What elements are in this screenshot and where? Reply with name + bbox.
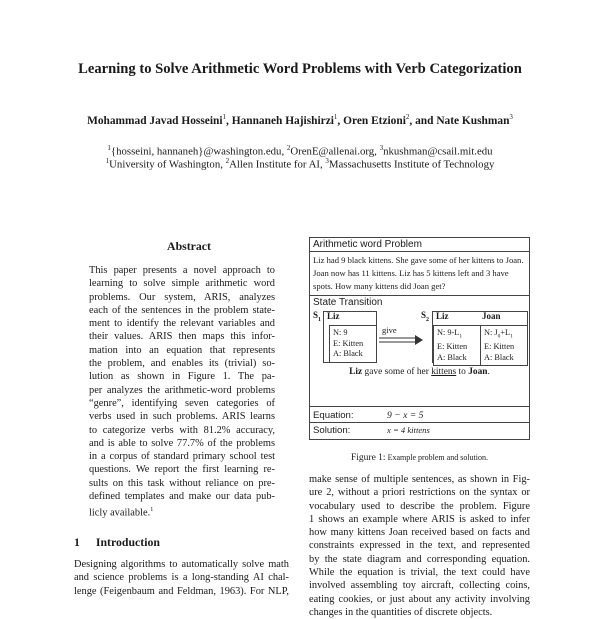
entity-joan: Joan bbox=[482, 311, 501, 321]
text-line: how many kittens Joan received based on facts and bbox=[309, 527, 530, 539]
paper-title: Learning to Solve Arithmetic Word Problems with Verb Categorization bbox=[78, 61, 522, 77]
state-sentence: Liz gave some of her kittens to Joan. bbox=[349, 367, 490, 377]
author-name: Mohammad Javad Hosseini bbox=[87, 114, 223, 127]
text-line: eating cookies, or just about any activity involving bbox=[309, 593, 530, 605]
state-s2-label: $S_2$ bbox=[421, 310, 430, 323]
state-s1-label: $S_1$ bbox=[313, 310, 322, 323]
text-line: by the state diagram and corresponding equation. bbox=[309, 553, 530, 565]
intro-heading: 1 Introduction bbox=[74, 535, 160, 549]
text-line: constraints expressed in the text, and represented bbox=[309, 540, 530, 552]
abstract-last-line: licly available.$^1$ bbox=[89, 506, 154, 519]
author-list: Mohammad Javad Hosseini$^1$, Hannaneh Hajishirzi$^1$, Oren Etzioni$^2$, and Nate Kushman$^3$ bbox=[87, 113, 513, 127]
text-line: sults on this task without reliance on pre- bbox=[89, 477, 275, 489]
text-line: to categorize verbs with 81.2% accuracy, bbox=[89, 424, 275, 436]
state-transition-label: State Transition bbox=[313, 297, 383, 308]
text-line: ure 2, without a priori restrictions on the syntax or bbox=[309, 487, 530, 499]
text-line: defined templates and make our data pub- bbox=[89, 491, 275, 503]
text-line: questions. We report the first learning re- bbox=[89, 464, 275, 476]
text-line: vocabulary used to describe the problem. Figure bbox=[309, 500, 530, 512]
text-line: in a corpus of standard primary school test bbox=[89, 451, 275, 463]
liz-state-node-1: N: 9 E: Kitten A: Black bbox=[329, 325, 377, 363]
joan-state-node: N: $J_0+L_1$ E: Kitten A: Black bbox=[480, 325, 528, 366]
solution-value: x = 4 kittens bbox=[387, 425, 430, 435]
transition-arrow-icon bbox=[377, 335, 425, 347]
author-name: Hannaneh Hajishirzi bbox=[231, 114, 334, 127]
word-problem-label: Arithmetic word Problem bbox=[310, 238, 529, 252]
text-line: learning to solve simple arithmetic word bbox=[89, 278, 275, 290]
text-line: Designing algorithms to automatically solve math bbox=[74, 559, 289, 570]
text-line: mation into an equation that represents bbox=[89, 344, 275, 356]
right-column-body bbox=[309, 473, 530, 619]
text-line: “genre”, identifying seven categories of bbox=[89, 397, 275, 409]
intro-body bbox=[74, 558, 289, 598]
text-line: 1 shows an example where ARIS is asked to infer bbox=[309, 513, 530, 525]
text-line: make sense of multiple sentences, as shown in Fig- bbox=[309, 474, 530, 485]
equation-label: Equation: bbox=[313, 410, 354, 421]
state-transition-box bbox=[309, 296, 530, 407]
equation-value: 9 − x = 5 bbox=[387, 410, 424, 421]
entity-liz-1: Liz bbox=[327, 311, 340, 321]
text-line: problems. Our system, ARIS, analyzes bbox=[89, 291, 275, 303]
text-line: involved assembling toy aircraft, collecting coins, bbox=[309, 580, 530, 592]
author-name: Oren Etzioni bbox=[343, 114, 406, 127]
text-line: their values. ARIS then maps this infor- bbox=[89, 331, 275, 343]
figure-caption: Figure 1: Example problem and solution. bbox=[350, 453, 488, 463]
text-line: each of the sentences in the problem state- bbox=[89, 304, 275, 316]
author-institutions: $^1$University of Washington, $^2$Allen Institute for AI, $^3$Massachusetts Institute of Technology bbox=[105, 157, 495, 171]
text-line: While the equation is trivial, the text could have bbox=[309, 567, 530, 579]
text-line: and science problems is a long-standing AI chal- bbox=[74, 572, 289, 584]
entity-liz-2: Liz bbox=[436, 311, 449, 321]
text-line: the problem, and enables its (trivial) so- bbox=[89, 358, 275, 370]
liz-state-node-2: N: $9-L_1$ E: Kitten A: Black bbox=[433, 325, 481, 366]
text-line: and is able to solve 77.7% of the problems bbox=[89, 437, 275, 449]
text-line: lution as shown in Figure 1. The pa- bbox=[89, 371, 275, 383]
word-problem-box bbox=[309, 237, 530, 296]
author-emails: $^1${hosseini, hannaneh}@washington.edu, $^2$OrenE@allenai.org, $^3$nkushman@csail.mit.edu bbox=[107, 144, 493, 158]
text-line: ment to identify the relevant variables and bbox=[89, 318, 275, 330]
solution-label: Solution: bbox=[313, 425, 351, 436]
equation-box bbox=[309, 407, 530, 440]
author-name: Nate Kushman bbox=[436, 114, 510, 127]
text-line: lenge (Feigenbaum and Feldman, 1963). For NLP, bbox=[74, 585, 289, 597]
text-line: This paper presents a novel approach to bbox=[89, 265, 275, 276]
text-line: per analyzes the arithmetic-word problems bbox=[89, 384, 275, 396]
verb-label: give bbox=[382, 325, 397, 335]
text-line: verbs used in such problems. ARIS learns bbox=[89, 411, 275, 423]
text-line: changes in the quantities of discrete objects. bbox=[309, 606, 493, 618]
word-problem-text: Liz had 9 black kittens. She gave some of her kittens to Joan. Joan now has 11 kittens. Liz has 5 kittens left and 3 have spots. How many kittens did Joan get? bbox=[313, 255, 524, 291]
abstract-body bbox=[89, 264, 275, 520]
abstract-heading: Abstract bbox=[167, 239, 211, 253]
figure-1 bbox=[309, 237, 530, 440]
